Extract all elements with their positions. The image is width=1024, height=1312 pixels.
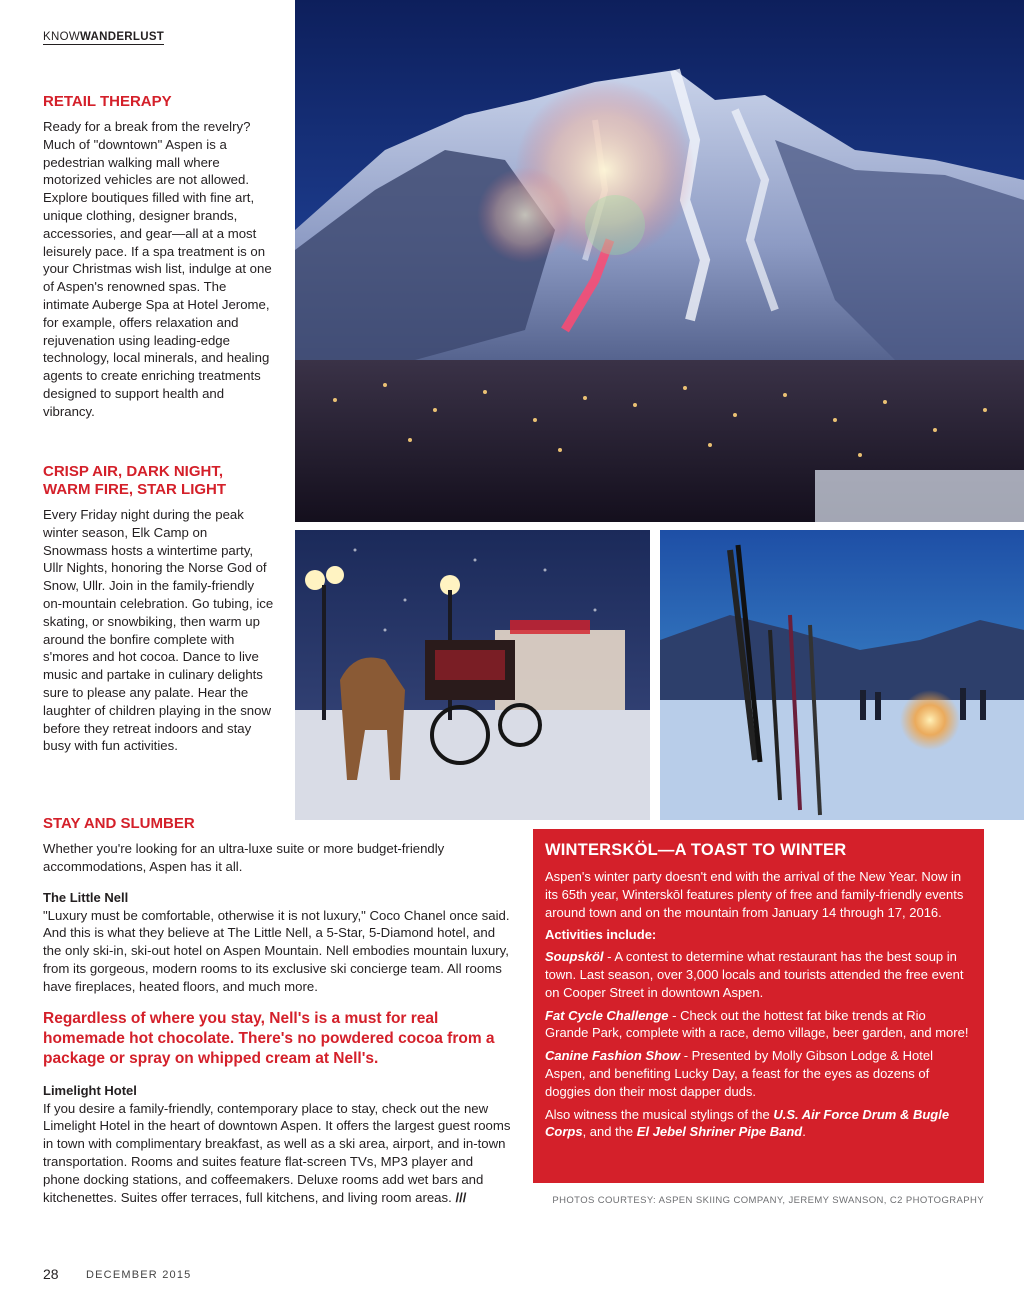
activities-label: Activities include: bbox=[545, 927, 657, 943]
skis-illustration bbox=[660, 530, 1024, 820]
activity-item: Canine Fashion Show - Presented by Molly Gibson Lodge & Hotel Aspen, and benefiting Lucky Day, a feast for the eyes as dozens of doggies don their most dapper duds. bbox=[545, 1048, 933, 1099]
stay-heading: STAY AND SLUMBER bbox=[43, 815, 195, 832]
retail-body: Ready for a break from the revelry? Much of "downtown" Aspen is a pedestrian walking mall where motorized vehicles are not allowed. Explore boutiques filled with fine art, unique clothing, designer brands, accessories, and gear—all at a most leisurely pace. If a spa treatment is on your Christmas wish list, indulge at one of Aspen's renowned spas. The intimate Auberge Spa at Hotel Jerome, for example, offers relaxation and rejuvenation using leading-edge technology, local minerals, and healing agents to create enriching treatments designed to support health and vibrancy. bbox=[43, 119, 272, 419]
sidebar-closing: Also witness the musical stylings of the U.S. Air Force Drum & Bugle Corps, and the El Jebel Shriner Pipe Band. bbox=[545, 1106, 950, 1140]
issue-date: DECEMBER 2015 bbox=[86, 1269, 192, 1281]
retail-heading: RETAIL THERAPY bbox=[43, 93, 172, 110]
end-mark: /// bbox=[455, 1189, 467, 1205]
sidebar-heading: WINTERSKÖL—A TOAST TO WINTER bbox=[545, 841, 847, 859]
section-retail-therapy bbox=[43, 93, 275, 421]
section-stay-and-slumber bbox=[43, 815, 513, 1206]
mountain-illustration bbox=[295, 0, 1024, 522]
limelight-body: If you desire a family-friendly, contemporary place to stay, check out the new Limelight Hotel in the heart of downtown Aspen. It offers the largest guest rooms in town with complimentary breakfast, as well as a ski area, airport, and in-town transportation. Rooms and suites feature flat-screen TVs, MP3 player and phone docking stations, and coffeemakers. Deluxe rooms add wet bars and kitchenettes. Suites offer terraces, full kitchens, and living room areas. /// bbox=[43, 1100, 511, 1205]
photo-horse-carriage bbox=[295, 530, 650, 820]
sidebar-intro: Aspen's winter party doesn't end with the arrival of the New Year. Now in its 65th year, Winterskōl features plenty of free and family-friendly events around town and on the mountain from January 14 through 17, 2016. bbox=[545, 869, 964, 920]
crisp-heading: CRISP AIR, DARK NIGHT, WARM FIRE, STAR LIGHT bbox=[43, 463, 227, 498]
activity-item: Fat Cycle Challenge - Check out the hottest fat bike trends at Rio Grande Park, complete with a race, demo village, beer garden, and more! bbox=[545, 1007, 969, 1041]
pull-quote: Regardless of where you stay, Nell's is a must for real homemade hot chocolate. There's no powdered cocoa from a package or spray on whipped cream at Nell's. bbox=[43, 1009, 495, 1067]
photo-credit: PHOTOS COURTESY: ASPEN SKIING COMPANY, JEREMY SWANSON, C2 PHOTOGRAPHY bbox=[552, 1195, 984, 1206]
limelight-heading: Limelight Hotel bbox=[43, 1082, 137, 1098]
section-kicker: KNOWWANDERLUST bbox=[43, 31, 165, 43]
crisp-body: Every Friday night during the peak winter season, Elk Camp on Snowmass hosts a wintertime party, Ullr Nights, honoring the Norse God of Snow, Ullr. Join in the family-friendly on-mountain celebration. Go tubing, ice skating, or snowbiking, then warm up around the bonfire complete with s'mores and hot cocoa. Dance to live music and partake in culinary delights sure to please any palate. Hear the laughter of children playing in the snow before they retreat indoors and stay busy with fun activities. bbox=[43, 507, 274, 754]
section-crisp-air bbox=[43, 463, 275, 755]
photo-skis-bonfire bbox=[660, 530, 1024, 820]
carriage-illustration bbox=[295, 530, 650, 820]
page-number: 28 bbox=[43, 1266, 59, 1282]
little-nell-body: "Luxury must be comfortable, otherwise it is not luxury," Coco Chanel once said. And this is what they believe at The Little Nell, a 5-Star, 5-Diamond hotel, and the only ski-in, ski-out hotel on Aspen Mountain. Nell embodies mountain luxury, from its gorgeous, modern rooms to its exclusive ski concierge team. All rooms have fireplaces, heated floors, and much more. bbox=[43, 907, 510, 994]
winterskol-sidebar bbox=[533, 829, 984, 1183]
stay-intro: Whether you're looking for an ultra-luxe suite or more budget-friendly accommodations, Aspen has it all. bbox=[43, 841, 445, 874]
little-nell-heading: The Little Nell bbox=[43, 889, 129, 905]
photo-aspen-mountain-fireworks bbox=[295, 0, 1024, 522]
activity-item: Soupsköl - A contest to determine what restaurant has the best soup in town. Last season, over 3,000 locals and tourists attended the free event on Cooper Street in downtown Aspen. bbox=[545, 949, 964, 1000]
